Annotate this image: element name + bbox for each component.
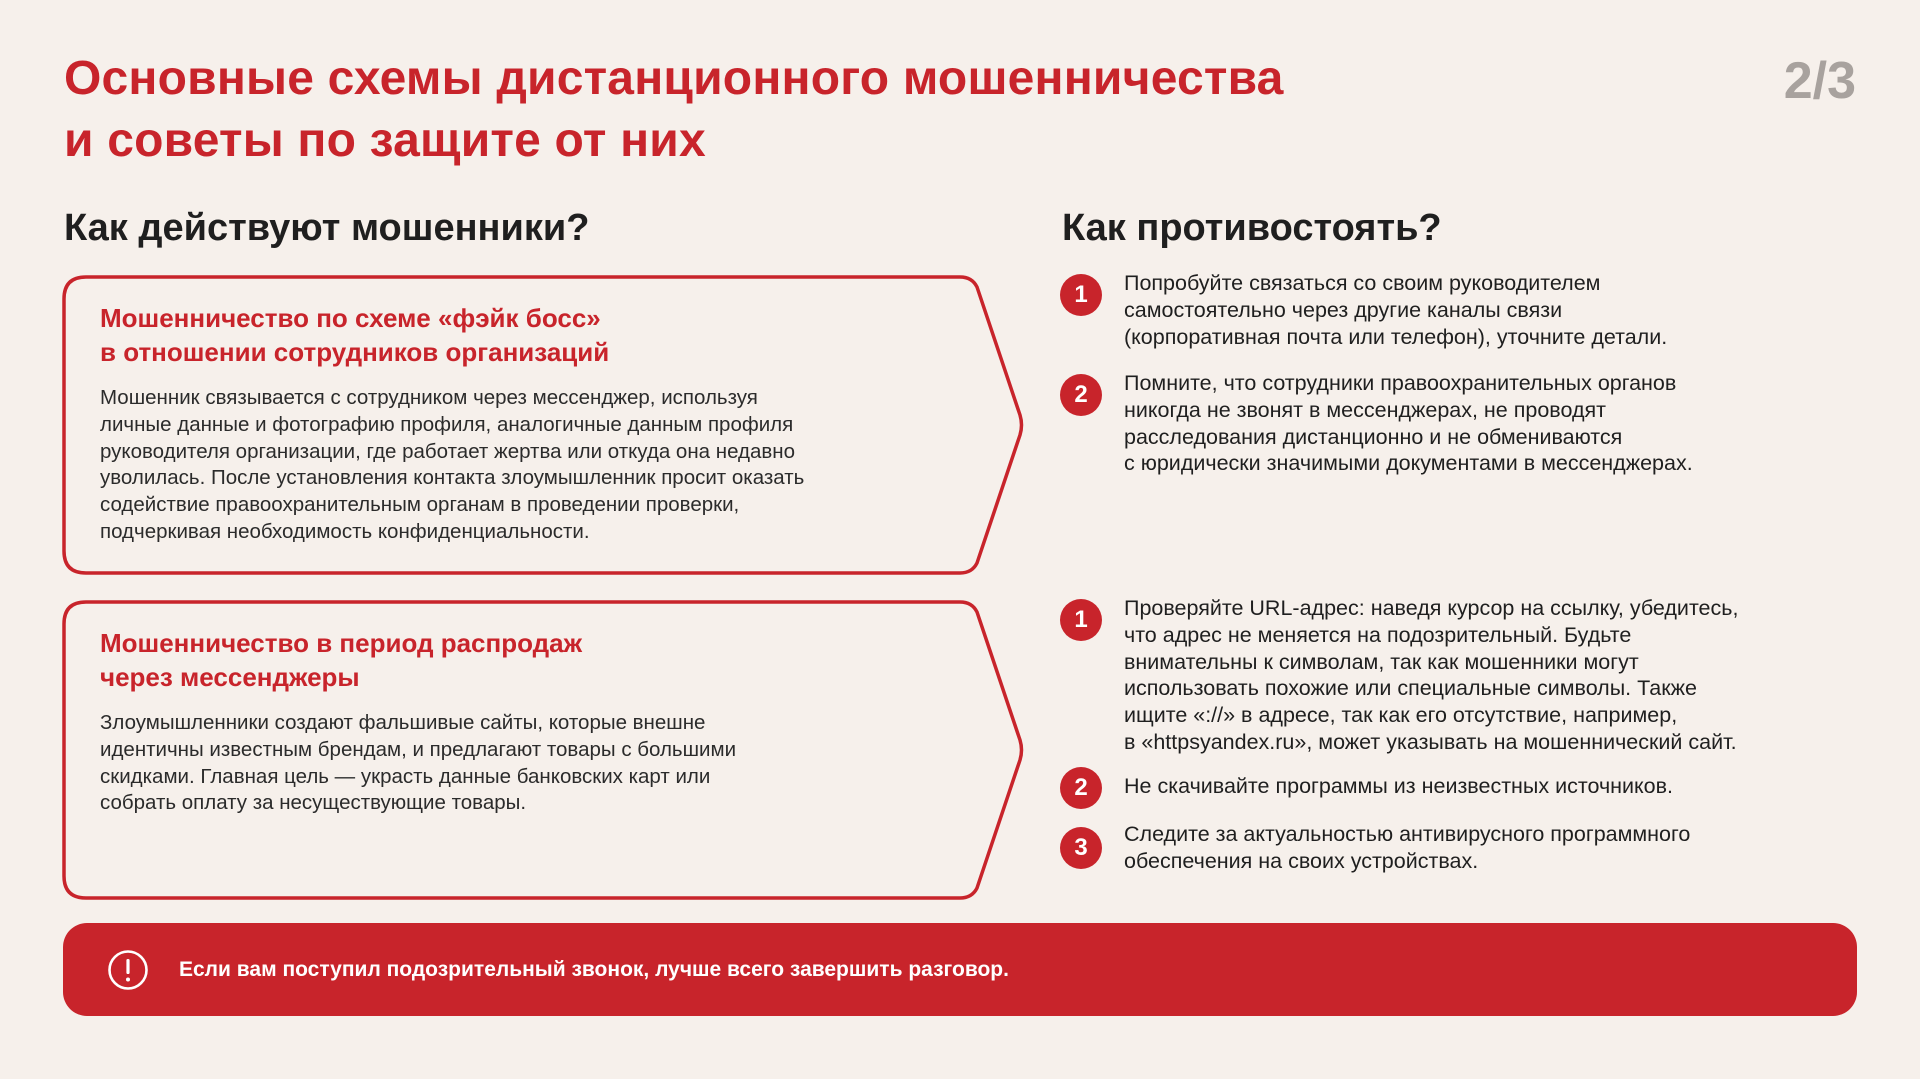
card-title-line: Мошенничество в период распродаж bbox=[100, 628, 583, 658]
card-text-line: Злоумышленники создают фальшивые сайты, которые внешне bbox=[100, 711, 706, 734]
number-badge: 1 bbox=[1060, 599, 1102, 641]
scheme-card-fake-boss bbox=[62, 275, 1022, 575]
card-text-line: руководителя организации, где работает жертва или откуда она недавно bbox=[100, 439, 795, 463]
advice-text-line: расследования дистанционно и не обмениваются bbox=[1124, 424, 1623, 449]
scheme-card-sales-messengers bbox=[62, 600, 1022, 900]
advice-text-line: ищите «://» в адресе, так как его отсутствие, например, bbox=[1124, 703, 1678, 728]
advice-text-line: Попробуйте связаться со своим руководителем bbox=[1124, 271, 1601, 295]
page-title-line: и советы по защите от них bbox=[64, 114, 706, 167]
countermeasures-heading: Как противостоять? bbox=[1062, 207, 1442, 249]
advice-text-line: внимательны к символам, так как мошенники могут bbox=[1124, 649, 1639, 674]
number-badge: 1 bbox=[1060, 274, 1102, 316]
card-text-line: скидками. Главная цель — украсть данные банковских карт или bbox=[100, 764, 711, 788]
card-text-line: идентичны известным брендам, и предлагают товары с большими bbox=[100, 737, 737, 761]
card-title-line: в отношении сотрудников организаций bbox=[100, 337, 610, 367]
advice-text-line: обеспечения на своих устройствах. bbox=[1124, 848, 1479, 873]
advice-text-line: что адрес не меняется на подозрительный. Будьте bbox=[1124, 622, 1632, 647]
advice-text-line: Не скачивайте программы из неизвестных источников. bbox=[1124, 774, 1674, 798]
advice-text-line: Проверяйте URL-адрес: наведя курсор на ссылку, убедитесь, bbox=[1124, 596, 1739, 620]
card-description bbox=[100, 385, 980, 546]
page-title bbox=[64, 48, 1464, 172]
card-text-line: уволилась. После установления контакта злоумышленник просит оказать bbox=[100, 466, 805, 490]
advice-text-line: никогда не звонят в мессенджерах, не проводят bbox=[1124, 397, 1606, 422]
fraudsters-heading: Как действуют мошенники? bbox=[64, 207, 590, 249]
page-title-line: Основные схемы дистанционного мошенничества bbox=[64, 52, 1284, 105]
advice-text-line: Следите за актуальностью антивирусного программного bbox=[1124, 822, 1691, 846]
card-text-line: подчеркивая необходимость конфиденциальности. bbox=[100, 519, 590, 543]
card-text-line: собрать оплату за несуществующие товары. bbox=[100, 791, 527, 815]
page-counter: 2/3 bbox=[1783, 52, 1856, 110]
advice-text bbox=[1124, 821, 1884, 875]
advice-text-line: Помните, что сотрудники правоохранительных органов bbox=[1124, 371, 1677, 395]
card-text-line: личные данные и фотографию профиля, аналогичные данным профиля bbox=[100, 412, 794, 436]
advice-text-line: использовать похожие или специальные символы. Также bbox=[1124, 676, 1697, 701]
advice-text-line: самостоятельно через другие каналы связи bbox=[1124, 297, 1563, 322]
card-title-line: через мессенджеры bbox=[100, 662, 360, 692]
advice-text bbox=[1124, 773, 1884, 800]
number-badge: 2 bbox=[1060, 374, 1102, 416]
warning-text: Если вам поступил подозрительный звонок, лучше всего завершить разговор. bbox=[179, 958, 1009, 981]
advice-text-line: в «httpsyandex.ru», может указывать на мошеннический сайт. bbox=[1124, 729, 1737, 754]
advice-text-line: с юридически значимыми документами в мессенджерах. bbox=[1124, 451, 1693, 476]
advice-text-line: (корпоративная почта или телефон), уточните детали. bbox=[1124, 324, 1668, 349]
card-text-line: Мошенник связывается с сотрудником через мессенджер, используя bbox=[100, 386, 758, 409]
card-text-line: содействие правоохранительным органам в проведении проверки, bbox=[100, 493, 740, 517]
advice-text bbox=[1124, 595, 1884, 756]
card-title bbox=[100, 301, 980, 369]
card-description bbox=[100, 710, 980, 817]
advice-text bbox=[1124, 370, 1884, 477]
number-badge: 3 bbox=[1060, 827, 1102, 869]
number-badge: 2 bbox=[1060, 767, 1102, 809]
advice-text bbox=[1124, 270, 1884, 350]
card-title bbox=[100, 626, 980, 694]
card-title-line: Мошенничество по схеме «фэйк босс» bbox=[100, 303, 601, 333]
warning-banner bbox=[63, 923, 1857, 1016]
exclamation-circle-icon bbox=[107, 949, 149, 991]
